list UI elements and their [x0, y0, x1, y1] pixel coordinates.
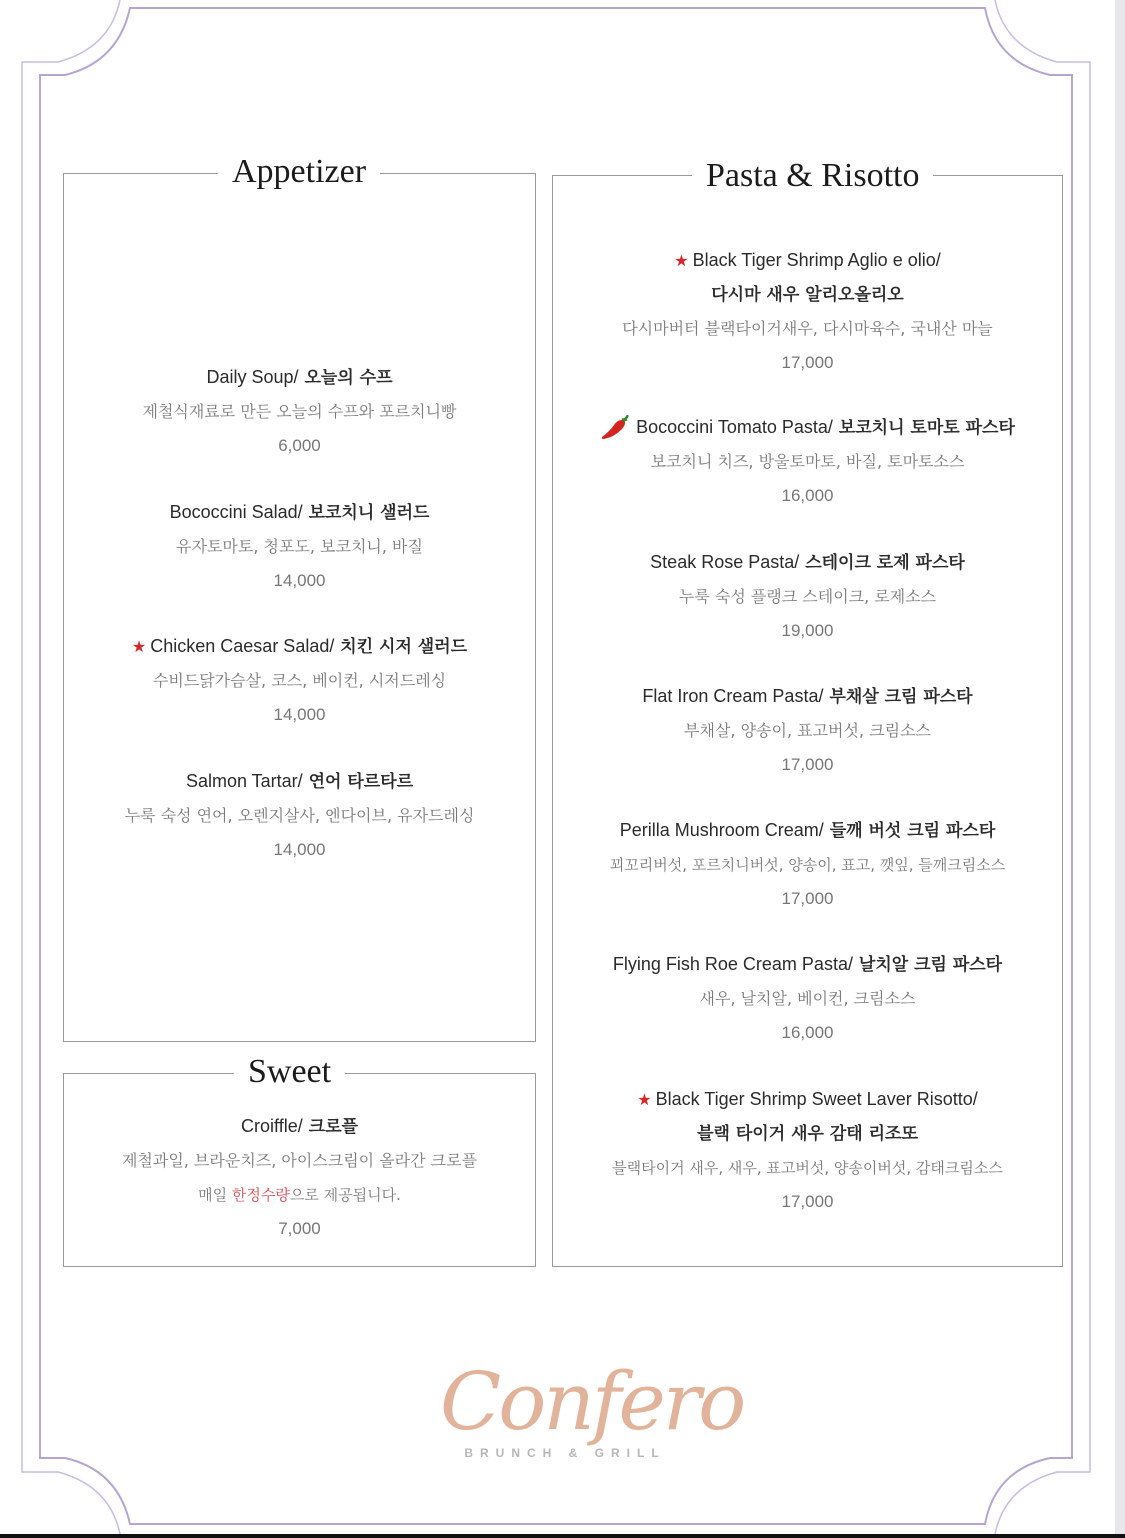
item-name: ★ Chicken Caesar Salad/ 치킨 시저 샐러드 — [131, 636, 468, 657]
item-description: 제철식재료로 만든 오늘의 수프와 포르치니빵 — [142, 402, 457, 421]
item-name: Croiffle/ 크로플 — [241, 1116, 358, 1137]
item-description: 꾀꼬리버섯, 포르치니버섯, 양송이, 표고, 깻잎, 들깨크림소스 — [609, 856, 1006, 874]
page-bottom-edge — [0, 1534, 1125, 1538]
limited-quantity-highlight: 한정수량 — [231, 1186, 290, 1204]
menu-item-daily-soup — [63, 360, 536, 463]
menu-item-flying-fish-roe-pasta — [552, 947, 1063, 1050]
menu-item-shrimp-laver-risotto — [552, 1082, 1063, 1219]
item-price: 16,000 — [781, 486, 834, 505]
restaurant-logo — [440, 1352, 744, 1460]
item-name: Perilla Mushroom Cream/ 들깨 버섯 크림 파스타 — [619, 820, 996, 841]
item-description: 블랙타이거 새우, 새우, 표고버섯, 양송이버섯, 감태크림소스 — [612, 1159, 1003, 1177]
item-price: 14,000 — [273, 840, 326, 859]
menu-item-salmon-tartar — [63, 764, 536, 867]
item-description: 수비드닭가슴살, 코스, 베이컨, 시저드레싱 — [152, 671, 447, 690]
star-icon: ★ — [674, 251, 689, 270]
item-name: ★ Black Tiger Shrimp Aglio e olio/ — [674, 250, 941, 270]
menu-item-steak-rose-pasta — [552, 545, 1063, 648]
item-name: ★ Black Tiger Shrimp Sweet Laver Risotto/ — [637, 1089, 978, 1109]
item-name: Bococcini Tomato Pasta/ 보코치니 토마토 파스타 — [552, 410, 1063, 445]
appetizer-title: Appetizer — [218, 152, 380, 192]
item-price: 14,000 — [273, 571, 326, 590]
pasta-risotto-title: Pasta & Risotto — [692, 156, 933, 196]
item-price: 14,000 — [273, 705, 326, 724]
item-price: 6,000 — [278, 436, 321, 455]
item-description: 다시마버터 블랙타이거새우, 다시마육수, 국내산 마늘 — [622, 319, 993, 338]
item-name: Salmon Tartar/ 연어 타르타르 — [185, 771, 414, 792]
logo-tagline: BRUNCH & GRILL — [464, 1446, 666, 1460]
menu-item-bococcini-tomato-pasta — [552, 410, 1063, 513]
sweet-title: Sweet — [234, 1052, 345, 1092]
item-description: 제철과일, 브라운치즈, 아이스크림이 올라간 크로플 — [121, 1151, 478, 1170]
menu-item-perilla-mushroom-cream — [552, 813, 1063, 916]
item-description: 부채살, 양송이, 표고버섯, 크림소스 — [684, 721, 931, 740]
item-name: Bococcini Salad/ 보코치니 샐러드 — [169, 502, 430, 523]
logo-wordmark: Confero — [440, 1355, 744, 1448]
chili-pepper-icon — [600, 415, 630, 441]
item-price: 17,000 — [781, 889, 834, 908]
menu-item-chicken-caesar-salad — [63, 629, 536, 732]
menu-item-croiffle — [63, 1109, 536, 1246]
item-description: 유자토마토, 청포도, 보코치니, 바질 — [176, 537, 423, 556]
item-name: Flat Iron Cream Pasta/ 부채살 크림 파스타 — [642, 686, 973, 707]
item-name-korean: 다시마 새우 알리오올리오 — [711, 285, 904, 305]
item-price: 17,000 — [781, 1192, 834, 1211]
item-description: 누룩 숙성 연어, 오렌지살사, 엔다이브, 유자드레싱 — [124, 806, 475, 825]
item-price: 19,000 — [781, 621, 834, 640]
item-price: 17,000 — [781, 755, 834, 774]
page-edge — [1115, 0, 1125, 1538]
menu-item-flat-iron-cream-pasta — [552, 679, 1063, 782]
item-name: Daily Soup/ 오늘의 수프 — [206, 367, 393, 388]
item-description: 보코치니 치즈, 방울토마토, 바질, 토마토소스 — [650, 452, 965, 471]
item-name: Steak Rose Pasta/ 스테이크 로제 파스타 — [650, 552, 965, 573]
item-description: 새우, 날치알, 베이컨, 크림소스 — [699, 989, 916, 1008]
menu-item-shrimp-aglio-olio — [552, 243, 1063, 380]
item-name: Flying Fish Roe Cream Pasta/ 날치알 크림 파스타 — [612, 954, 1003, 975]
menu-item-bococcini-salad — [63, 495, 536, 598]
item-price: 7,000 — [278, 1219, 321, 1238]
appetizer-section — [63, 173, 536, 1042]
item-name-korean: 블랙 타이거 새우 감태 리조또 — [697, 1124, 918, 1144]
item-description: 누룩 숙성 플랭크 스테이크, 로제소스 — [678, 587, 937, 606]
star-icon: ★ — [637, 1090, 652, 1109]
star-icon: ★ — [131, 637, 147, 656]
item-price: 16,000 — [781, 1023, 834, 1042]
item-note: 매일 한정수량으로 제공됩니다. — [198, 1186, 401, 1204]
item-price: 17,000 — [781, 353, 834, 372]
